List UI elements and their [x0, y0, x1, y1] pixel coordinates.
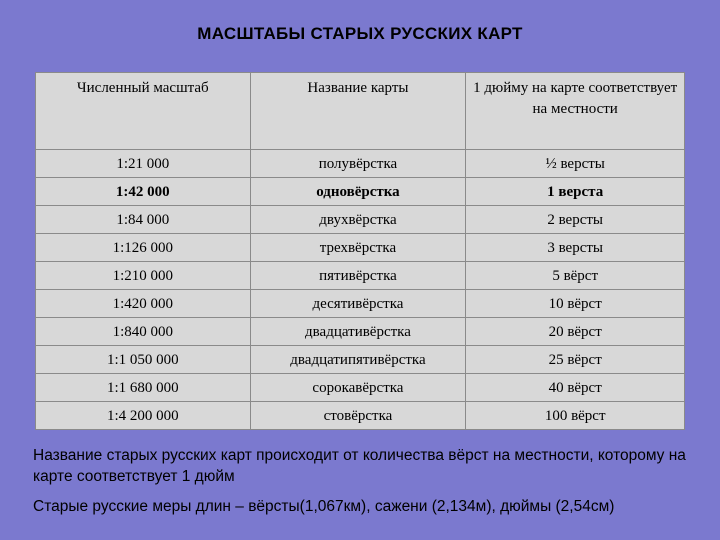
- note-origin: Название старых русских карт происходит от количества вёрст на местности, которому на карте соответствует 1 дюйм: [33, 447, 686, 485]
- scales-table-body: [36, 73, 685, 430]
- cell-scale: 1:84 000: [36, 206, 251, 234]
- cell-map-name: двадцативёрстка: [250, 318, 466, 346]
- cell-scale: 1:126 000: [36, 234, 251, 262]
- cell-distance: 40 вёрст: [466, 374, 685, 402]
- note-units: Старые русские меры длин – вёрсты(1,067км), сажени (2,134м), дюймы (2,54см): [33, 498, 615, 515]
- cell-map-name: трехвёрстка: [250, 234, 466, 262]
- scales-table: [35, 72, 685, 430]
- table-header-row: [36, 73, 685, 150]
- cell-distance: 10 вёрст: [466, 290, 685, 318]
- slide-title: МАСШТАБЫ СТАРЫХ РУССКИХ КАРТ: [197, 24, 523, 43]
- table-row: [36, 374, 685, 402]
- cell-scale: 1:1 050 000: [36, 346, 251, 374]
- table-row: [36, 178, 685, 206]
- cell-scale: 1:1 680 000: [36, 374, 251, 402]
- table-row: [36, 150, 685, 178]
- cell-distance: 20 вёрст: [466, 318, 685, 346]
- cell-map-name: двадцатипятивёрстка: [250, 346, 466, 374]
- cell-distance: 2 версты: [466, 206, 685, 234]
- cell-scale: 1:420 000: [36, 290, 251, 318]
- header-map-name: Название карты: [250, 73, 466, 150]
- cell-map-name: двухвёрстка: [250, 206, 466, 234]
- table-row: [36, 206, 685, 234]
- cell-map-name: одновёрстка: [250, 178, 466, 206]
- cell-map-name: десятивёрстка: [250, 290, 466, 318]
- table-row: [36, 402, 685, 430]
- cell-scale: 1:210 000: [36, 262, 251, 290]
- cell-scale: 1:840 000: [36, 318, 251, 346]
- cell-map-name: сорокавёрстка: [250, 374, 466, 402]
- table-row: [36, 262, 685, 290]
- cell-distance: 100 вёрст: [466, 402, 685, 430]
- cell-distance: 5 вёрст: [466, 262, 685, 290]
- header-ground-distance: 1 дюйму на карте соответствует на местности: [466, 73, 685, 150]
- cell-scale: 1:4 200 000: [36, 402, 251, 430]
- table-row: [36, 290, 685, 318]
- cell-map-name: пятивёрстка: [250, 262, 466, 290]
- table-row: [36, 346, 685, 374]
- cell-distance: ½ версты: [466, 150, 685, 178]
- cell-scale: 1:21 000: [36, 150, 251, 178]
- cell-scale: 1:42 000: [36, 178, 251, 206]
- cell-map-name: полувёрстка: [250, 150, 466, 178]
- table-row: [36, 318, 685, 346]
- table-row: [36, 234, 685, 262]
- cell-distance: 3 версты: [466, 234, 685, 262]
- cell-distance: 25 вёрст: [466, 346, 685, 374]
- header-numeric-scale: Численный масштаб: [36, 73, 251, 150]
- cell-map-name: стовёрстка: [250, 402, 466, 430]
- cell-distance: 1 верста: [466, 178, 685, 206]
